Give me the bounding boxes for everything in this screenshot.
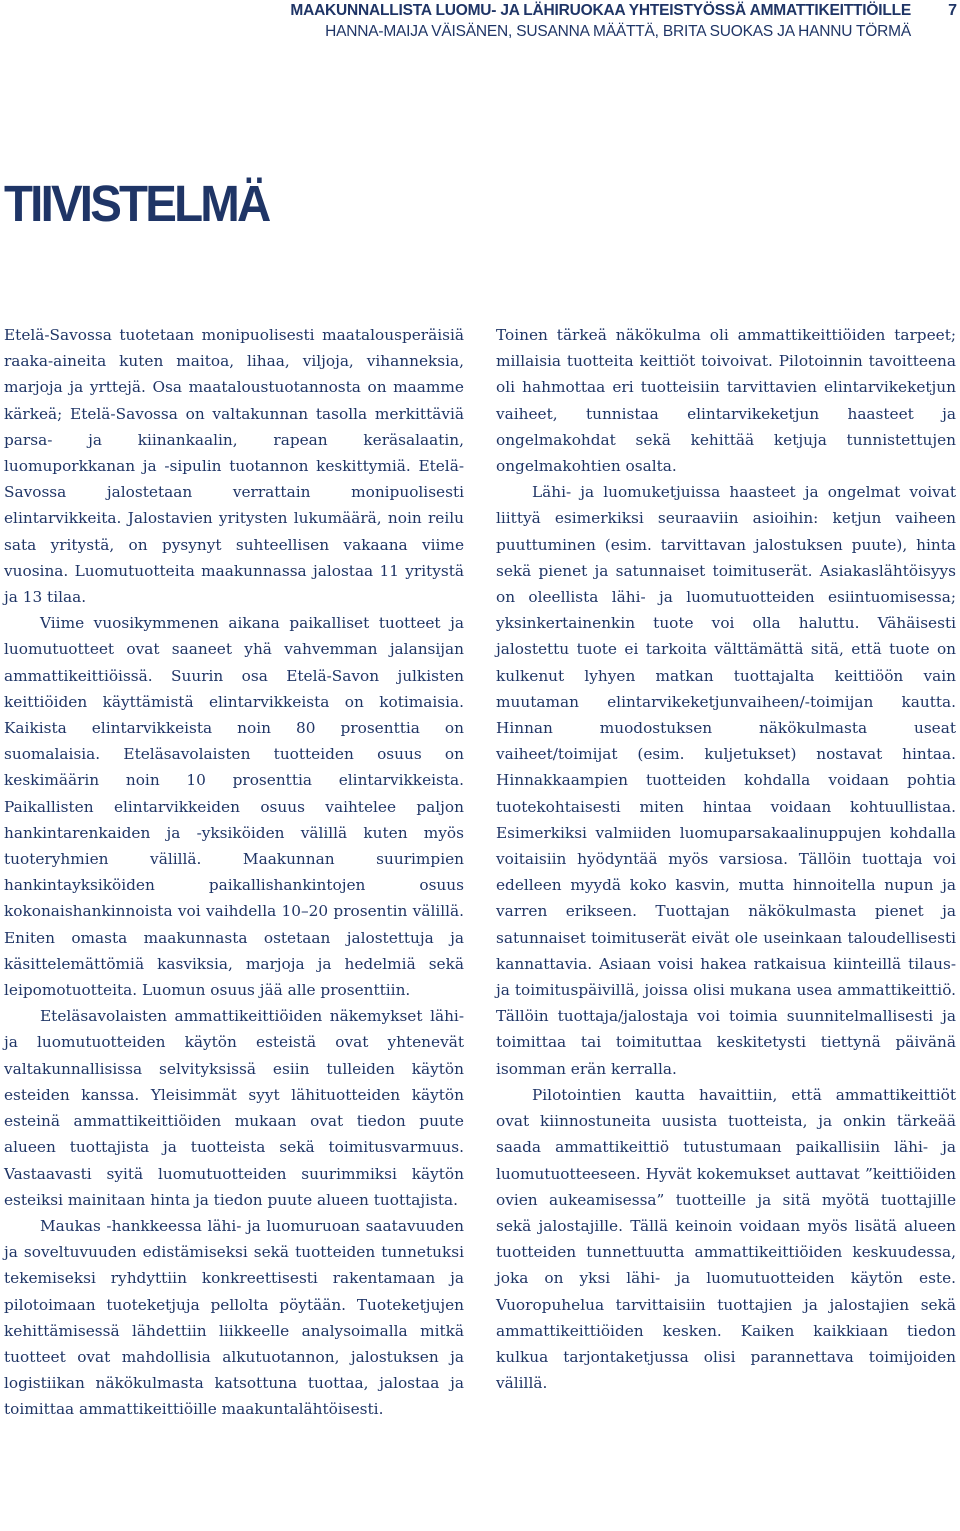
paragraph: Pilotointien kautta havaittiin, että ammattikeittiöt ovat kiinnostuneita uusista tuotteista, ja onkin tärkeää saada ammattikeittiö tutustumaan paikallisiin lähi- ja luomutuotteeseen. Hyvät kokemukset auttavat ”keittiöiden ovien aukeamisessa” tuotteille ja sitä myötä tuottajille sekä jalostajille. Tällä keinoin voidaan myös lisätä alueen tuotteiden tunnettuutta ammattikeittiöiden keskuudessa, joka on yksi lähi- ja luomutuotteiden käytön este. Vuoropuhelua tarvittaisiin tuottajien ja jalostajien sekä ammattikeittiöiden kesken. Kaiken kaikkiaan tiedon kulkua tarjontaketjussa olisi parannettava toimijoiden välillä. — [496, 1085, 956, 1393]
right-column — [496, 322, 956, 1396]
running-title: MAAKUNNALLISTA LUOMU- JA LÄHIRUOKAA YHTEISTYÖSSÄ AMMATTIKEITTIÖILLE — [290, 2, 911, 19]
paragraph: Maukas -hankkeessa lähi- ja luomuruoan saatavuuden ja soveltuvuuden edistämiseksi sekä tuotteiden tunnetuksi tekemiseksi ryhdyttiin konkreettisesti rakentamaan ja pilotoimaan tuoteketjuja pellolta pöytään. Tuoteketjujen kehittämisessä lähdettiin liikkeelle analysoimalla mitkä tuotteet ovat mahdollisia alkutuotannon, jalostuksen ja logistiikan näkökulmasta katsottuna tuottaa, jalostaa ja toimittaa ammattikeittiöille maakuntalähtöisesti. — [4, 1216, 464, 1419]
paragraph: Lähi- ja luomuketjuissa haasteet ja ongelmat voivat liittyä esimerkiksi seuraaviin asioihin: ketjun vaiheen puuttuminen (esim. tarvittavan jalostuksen puute), hinta sekä pienet ja satunnaiset toimituserät. Asiakaslähtöisyys on oleellista lähi- ja luomutuotteiden esiintuomisessa; yksinkertainenkin tuote voi olla haluttu. Vähäisesti jalostettu tuote ei tarkoita välttämättä sitä, että tuote on kulkenut lyhyen matkan tuottajalta keittiöön vain muutaman elintarvikeketjunvaiheen/-toimijan kautta. Hinnan muodostuksen näkökulmasta useat vaiheet/toimijat (esim. kuljetukset) nostavat hintaa. Hinnakkaampien tuotteiden kohdalla voidaan pohtia tuotekohtaisesti miten hintaa voidaan kohtuullistaa. Esimerkiksi valmiiden luomuparsakaalinuppujen kohdalla voitaisiin hyödyntää myös varsiosa. Tällöin tuottaja voi edelleen myydä koko kasvin, mutta hinnoitella nupun ja varren erikseen. Tuottajan näkökulmasta pienet ja satunnaiset toimituserät eivät ole useinkaan taloudellisesti kannattavia. Asiaan voisi hakea ratkaisua kiinteillä tilaus- ja toimituspäivillä, joissa olisi mukana usea ammattikeittiö. Tällöin tuottaja/jalostaja voi toimia suunnitelmallisesti ja toimittaa tai toimituttaa keskitetysti tiettynä päivänä isomman erän kerralla. — [496, 483, 956, 1078]
running-authors: HANNA-MAIJA VÄISÄNEN, SUSANNA MÄÄTTÄ, BRITA SUOKAS JA HANNU TÖRMÄ — [325, 23, 911, 40]
section-title: TIIVISTELMÄ — [4, 175, 269, 232]
page-number: 7 — [948, 2, 957, 19]
paragraph: Eteläsavolaisten ammattikeittiöiden näkemykset lähi- ja luomutuotteiden käytön esteistä ovat yhtenevät valtakunnallisissa selvityksissä esiin tulleiden käytön esteiden kanssa. Yleisimmät syyt lähituotteiden käytön esteinä ammattikeittiöiden mukaan ovat tiedon puute alueen tuottajista ja tuotteista sekä toimitusvarmuus. Vastaavasti syitä luomutuotteiden suurimmiksi käytön esteiksi mainitaan hinta ja tiedon puute alueen tuottajista. — [4, 1007, 464, 1209]
paragraph: Viime vuosikymmenen aikana paikalliset tuotteet ja luomutuotteet ovat saaneet yhä vahvemman jalansijan ammattikeittiöissä. Suurin osa Etelä-Savon julkisten keittiöiden käyttämistä elintarvikkeista on kotimaisia. Kaikista elintarvikkeista noin 80 prosenttia on suomalaisia. Eteläsavolaisten tuotteiden osuus on keskimäärin noin 10 prosenttia elintarvikkeista. Paikallisten elintarvikkeiden osuus vaihtelee paljon hankintarenkaiden ja -yksiköiden välillä kuten myös tuoteryhmien välillä. Maakunnan suurimpien hankintayksiköiden paikallishankintojen osuus kokonaishankinnoista voi vaihdella 10–20 prosentin välillä. Eniten omasta maakunnasta ostetaan jalostettuja ja käsittelemättömiä kasviksia, marjoja ja hedelmiä sekä leipomotuotteita. Luomun osuus jää alle prosenttiin. — [4, 614, 464, 1000]
left-column — [4, 322, 464, 1423]
paragraph: Etelä-Savossa tuotetaan monipuolisesti maatalousperäisiä raaka-aineita kuten maitoa, lihaa, viljoja, vihanneksia, marjoja ja yrttejä. Osa maataloustuotannosta on maamme kärkeä; Etelä-Savossa on valtakunnan tasolla merkittäviä parsa- ja kiinankaalin, rapean keräsalaatin, luomuporkkanan ja -sipulin tuotannon keskittymiä. Etelä-Savossa jalostetaan verrattain monipuolisesti elintarvikkeita. Jalostavien yritysten lukumäärä, noin reilu sata yritystä, on pysynyt suhteellisen vakaana viime vuosina. Luomutuotteita maakunnassa jalostaa 11 yritystä ja 13 tilaa. — [4, 326, 464, 607]
paragraph: Toinen tärkeä näkökulma oli ammattikeittiöiden tarpeet; millaisia tuotteita keittiöt toivoivat. Pilotoinnin tavoitteena oli hahmottaa eri tuotteisiin tarvittavien elintarvikeketjun vaiheet, tunnistaa elintarvikeketjun haasteet ja ongelmakohdat sekä kehittää ketjuja tunnistettujen ongelmakohtien osalta. — [496, 326, 956, 476]
